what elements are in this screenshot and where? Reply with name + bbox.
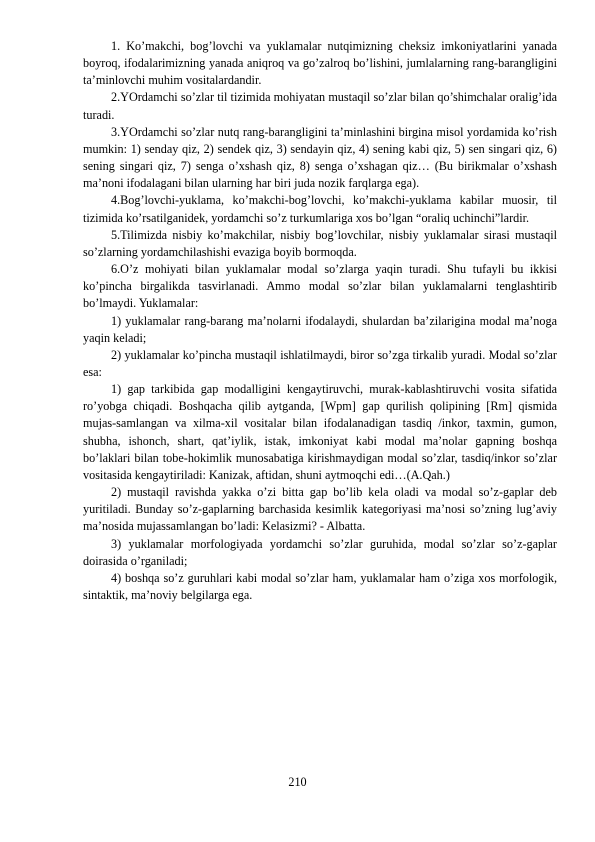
- paragraph: 4.Bog’lovchi-yuklama, ko’makchi-bog’lovchi, ko’makchi-yuklama kabilar muosir, til tizimida ko’rsatilganidek, yordamchi so’z turkumlariga xos bo’lgan “oraliq uchinchi”lardir.: [83, 193, 557, 225]
- paragraph: 5.Tilimizda nisbiy ko’makchilar, nisbiy bog’lovchilar, nisbiy yuklamalar sirasi mustaqil so’zlarning yordamchilashishi evaziga boyib bormoqda.: [83, 227, 557, 259]
- paragraph: 2.YOrdamchi so’zlar til tizimida mohiyatan mustaqil so’zlar bilan qo’shimchalar oralig’ida turadi.: [83, 90, 557, 122]
- paragraph: 4) boshqa so’z guruhlari kabi modal so’zlar ham, yuklamalar ham o’ziga xos morfologik, sintaktik, ma’noviy belgilarga ega.: [83, 570, 557, 602]
- paragraph: 1) yuklamalar rang-barang ma’nolarni ifodalaydi, shulardan ba’zilarigina modal ma’noga yaqin keladi;: [83, 313, 557, 345]
- paragraph: 1) gap tarkibida gap modalligini kengaytiruvchi, murak-kablashtiruvchi vosita sifatida ro’yobga chiqadi. Boshqacha qilib aytganda, [Wpm] gap qurilish qolipining [Rm] qismida mujas-samlangan va xilma-xil vositalar bilan ifodalanadigan tasdiq /inkor, taxmin, gumon, shubha, ishonch, shart, qat’iylik, istak, imkoniyat kabi modal ma’nolar gapning boshqa bo’laklari bilan tobe-hokimlik munosabatiga kirishmaydigan modal so’zlar, tasdiq/inkor so’zlar vositasida kengaytiriladi: Kanizak, aftidan, shuni aytmoqchi edi…(A.Qah.): [83, 382, 557, 482]
- body-text: [83, 38, 557, 604]
- paragraph: 3) yuklamalar morfologiyada yordamchi so’zlar guruhida, modal so’zlar so’z-gaplar doirasida o’rganiladi;: [83, 536, 557, 568]
- paragraph: 2) mustaqil ravishda yakka o’zi bitta gap bo’lib kela oladi va modal so’z-gaplar deb yuritiladi. Bunday so’z-gaplarning barchasida kesimlik kategoriyasi ma’nosi so’zning lug’aviy ma’nosida mujassamlangan bo’ladi: Kelasizmi? - Albatta.: [83, 485, 557, 534]
- paragraph: 1. Ko’makchi, bog’lovchi va yuklamalar nutqimizning cheksiz imkoniyatlarini yanada boyroq, ifodalarimizning yanada aniqroq va go’zalroq bo’lishini, jumlalarning rang-barangligini ta’minlovchi muhim vositalardandir.: [83, 39, 557, 88]
- paragraph: 2) yuklamalar ko’pincha mustaqil ishlatilmaydi, biror so’zga tirkalib yuradi. Modal so’zlar esa:: [83, 347, 557, 379]
- paragraph: 3.YOrdamchi so’zlar nutq rang-barangligini ta’minlashini birgina misol yordamida ko’rish mumkin: 1) senday qiz, 2) sendek qiz, 3) sendayin qiz, 4) sening kabi qiz, 5) sen singari qiz, 6) sening singari qiz, 7) senga o’xshash qiz, 8) senga o’xshagan qiz… (Bu birikmalar o’xshash ma’noni ifodalagani bilan ularning har biri juda nozik farqlarga ega).: [83, 124, 557, 191]
- page-number: 210: [288, 775, 307, 789]
- paragraph: 6.O’z mohiyati bilan yuklamalar modal so’zlarga yaqin turadi. Shu tufayli bu ikkisi ko’pincha birgalikda tasvirlanadi. Ammo modal so’zlar bilan yuklamalarni tenglashtirib bo’lmaydi. Yuklamalar:: [83, 262, 557, 311]
